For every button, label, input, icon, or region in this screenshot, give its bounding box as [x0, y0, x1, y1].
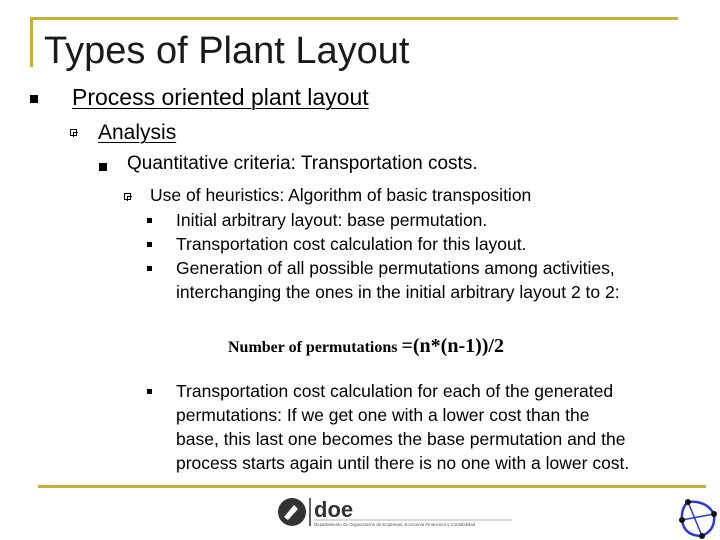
bullet-square-level3 [99, 163, 107, 171]
molecule-decoration-icon [676, 496, 720, 540]
bullet-small-4 [147, 389, 152, 394]
formula-label: Number of permutations [228, 339, 398, 356]
formula-expression: =(n*(n-1))/2 [401, 335, 504, 357]
level1-text: Process oriented plant layout [72, 84, 369, 110]
logo-text: doe [314, 497, 354, 522]
bullet-text-2: Transportation cost calculation for this layout. [176, 234, 527, 254]
logo-subtitle: Departamento de Organización de Empresas, Economía Financiera y Contabilidad [314, 522, 476, 527]
permutations-formula [228, 335, 504, 358]
bottom-rule [38, 485, 706, 488]
bullet-text-1: Initial arbitrary layout: base permutation. [176, 210, 488, 230]
bullet-small-2 [147, 242, 152, 247]
bullet-small-1 [147, 218, 152, 223]
bullet-box-level2 [70, 129, 77, 136]
title-frame-top [30, 17, 678, 20]
level2-text: Analysis [98, 121, 177, 144]
slide-title: Types of Plant Layout [44, 30, 410, 72]
last-bullet-line-4: process starts again until there is no one with a lower cost. [176, 453, 630, 473]
doe-logo [276, 495, 516, 529]
last-bullet-line-2: permutations: If we get one with a lower cost than the [176, 405, 590, 425]
title-frame-left [30, 17, 33, 67]
bullet-small-3 [147, 266, 152, 271]
level4-text: Use of heuristics: Algorithm of basic transposition [150, 185, 532, 205]
bullet-text-3a: Generation of all possible permutations among activities, [176, 258, 615, 278]
bullet-text-3b: interchanging the ones in the initial arbitrary layout 2 to 2: [176, 282, 620, 302]
last-bullet-line-3: base, this last one becomes the base permutation and the [176, 429, 626, 449]
level3-text: Quantitative criteria: Transportation costs. [127, 153, 478, 174]
bullet-box-level4 [124, 193, 131, 200]
last-bullet-line-1: Transportation cost calculation for each of the generated [176, 381, 614, 401]
bullet-square-level1 [30, 95, 38, 103]
